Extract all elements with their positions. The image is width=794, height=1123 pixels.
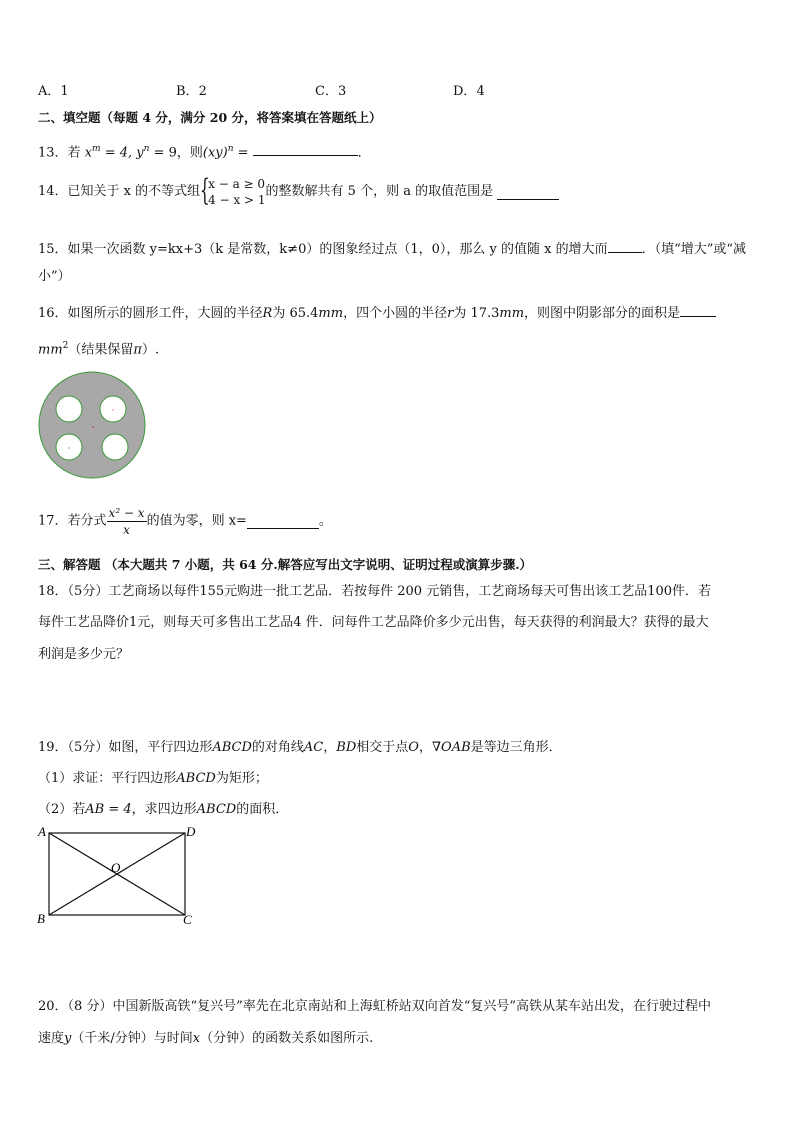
- circular-workpiece-figure: [38, 370, 150, 482]
- answer-blank-16[interactable]: [680, 302, 716, 317]
- question-19-line-1: 19．（5分）如图，平行四边形ABCD的对角线AC，BD相交于点O，∇OAB是等边三角形．: [38, 740, 562, 755]
- center-dot-small: [68, 447, 69, 448]
- question-17: 17．若分式 $\frac{\text{x² − x}}{x}$ 的值为零，则 x= 。: [38, 506, 332, 537]
- question-20-line-1: 20．（8 分）中国新版高铁“复兴号”率先在北京南站和上海虹桥站双向首发“复兴号”高铁从某车站出发，在行驶过程中: [38, 999, 712, 1014]
- small-circle-top-right: [100, 396, 126, 422]
- question-16-line-2: $mm^2$（结果保留π）.: [38, 341, 160, 358]
- center-dot-small: [112, 409, 113, 410]
- question-18-line-3: 利润是多少元？: [38, 647, 130, 662]
- question-18-line-2: 每件工艺品降价1元，则每天可多售出工艺品4 件．问每件工艺品降价多少元出售，每天获得的利润最大？获得的最大: [38, 615, 709, 630]
- option-b: B．2: [176, 84, 207, 99]
- center-dot: [92, 426, 94, 428]
- option-a: A．1: [38, 84, 69, 99]
- inequality-system: { x − a ≥ 0 4 − x > 1: [200, 173, 266, 208]
- question-14: 14．已知关于 x 的不等式组 { x − a ≥ 0 4 − x > 1 的整数解共有 5 个，则 a 的取值范围是: [38, 176, 559, 208]
- large-circle: [39, 372, 145, 478]
- option-d: D．4: [453, 84, 485, 99]
- question-15-line-2: 小”）: [38, 269, 71, 284]
- fraction: $\frac{\text{x² − x}}{x}$: [108, 506, 145, 537]
- question-20-line-2: 速度y（千米/分钟）与时间x（分钟）的函数关系如图所示.: [38, 1031, 374, 1046]
- section-2-heading: 二、填空题（每题 4 分，满分 20 分，将答案填在答题纸上）: [38, 110, 382, 125]
- label-b: B: [37, 911, 45, 926]
- label-d: D: [186, 824, 196, 839]
- section-3-heading: 三、解答题 （本大题共 7 小题，共 64 分.解答应写出文字说明、证明过程或演算步骤.）: [38, 557, 533, 572]
- small-circle-bottom-right: [102, 434, 128, 460]
- question-16-line-1: 16．如图所示的圆形工件，大圆的半径R为 65.4mm，四个小圆的半径r为 17.3mm，则图中阴影部分的面积是: [38, 302, 716, 323]
- question-19-part-2: （2）若AB = 4，求四边形ABCD的面积．: [38, 802, 289, 817]
- label-c: C: [183, 912, 192, 927]
- label-a: A: [38, 824, 46, 839]
- answer-blank-13[interactable]: [253, 141, 358, 156]
- q12-options: [38, 83, 558, 101]
- small-circle-top-left: [56, 396, 82, 422]
- option-c: C．3: [315, 84, 347, 99]
- question-19-part-1: （1）求证：平行四边形ABCD为矩形；: [38, 771, 268, 786]
- answer-blank-14[interactable]: [497, 185, 559, 200]
- label-o: O: [111, 860, 121, 875]
- question-15-line-1: 15．如果一次函数 y=kx+3（k 是常数，k≠0）的图象经过点（1，0），那么 y 的值随 x 的增大而 ．（填“增大”或“减: [38, 238, 746, 259]
- answer-blank-15[interactable]: [608, 238, 642, 253]
- small-circle-bottom-left: [56, 434, 82, 460]
- rectangle-abcd-figure: [36, 822, 206, 930]
- answer-blank-17[interactable]: [247, 514, 319, 529]
- question-18-line-1: 18．（5分）工艺商场以每件155元购进一批工艺品．若按每件 200 元销售，工艺商场每天可售出该工艺品100件．若: [38, 584, 712, 599]
- question-13: 13．若 $x^m = 4$, $y^n = 9$，则(xy)$^n$ = ．: [38, 140, 371, 162]
